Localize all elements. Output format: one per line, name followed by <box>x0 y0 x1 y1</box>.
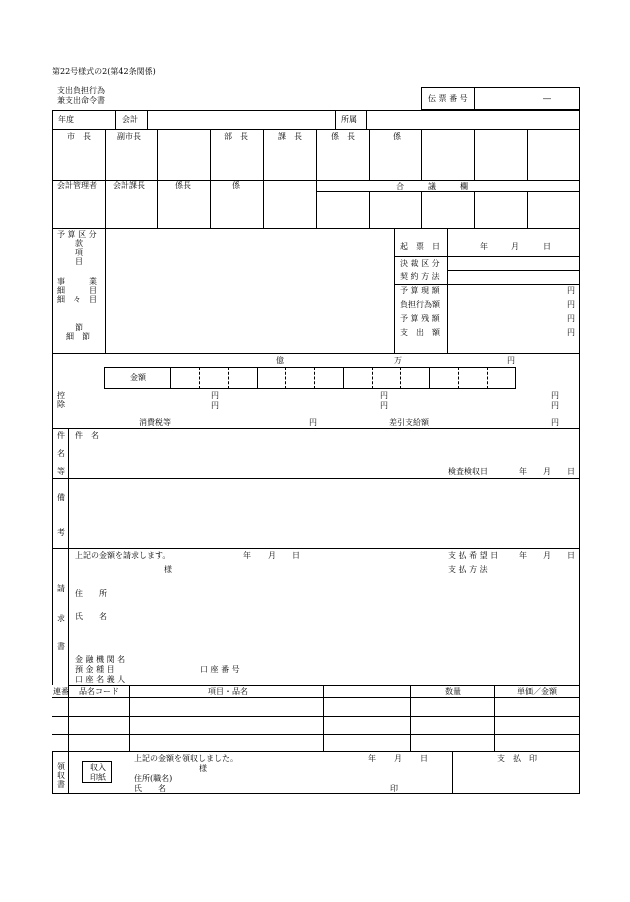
nendo-label: 年度 <box>58 115 74 124</box>
slip-number-value: ― <box>543 94 551 103</box>
gogi-label: 合 議 欄 <box>396 182 468 191</box>
approver-kakaricho2: 係長 <box>175 181 191 190</box>
genkaku-yen: 円 <box>567 286 575 295</box>
seikyu-day: 日 <box>292 551 300 560</box>
approver-kacho: 課 長 <box>278 132 302 141</box>
approver-kaikei-kacho: 会計課長 <box>113 181 145 190</box>
koujo-yen-4: 円 <box>211 401 219 410</box>
koujo-label: 控 除 <box>57 391 65 409</box>
ryoshu-side-2: 収 <box>57 771 65 780</box>
suryo-header: 数量 <box>445 687 461 696</box>
meigi-label: 口 座 名 義 人 <box>75 675 126 684</box>
sashihiki-yen: 円 <box>551 418 559 427</box>
form-number: 第22号様式の2(第42条関係) <box>52 67 156 76</box>
ryoshu-jusho: 住所(職名) <box>134 774 173 783</box>
kihyou-label: 起 票 日 <box>400 242 440 251</box>
ryoshu-in: 印 <box>390 784 398 793</box>
kensa-month: 月 <box>543 467 551 476</box>
kenmei-side-2: 名 <box>57 449 65 458</box>
setsu-label: 節 <box>75 323 83 332</box>
kinyu-label: 金 融 機 関 名 <box>75 655 126 664</box>
title-line1: 支出負担行為 <box>57 86 105 95</box>
moku-label: 目 <box>75 257 83 266</box>
stamp-line1: 収入 <box>90 763 106 772</box>
seikyu-side-3: 書 <box>57 642 65 651</box>
koujo-yen-6: 円 <box>551 401 559 410</box>
shishutsu-label: 支 出 額 <box>400 328 440 337</box>
oku-unit: 億 <box>276 356 284 365</box>
tanka-header: 単価／金額 <box>517 687 557 696</box>
kan-label: 款 <box>75 239 83 248</box>
biko-side-1: 備 <box>57 493 65 502</box>
yen-unit: 円 <box>507 356 515 365</box>
stamp-line2: 印紙 <box>90 773 106 782</box>
kenmei-side-3: 等 <box>57 467 65 476</box>
amount-box <box>104 367 516 389</box>
saisaimoku-label: 細 々 目 <box>57 295 97 304</box>
shiharai-in-label: 支 払 印 <box>497 754 537 763</box>
shumoku-label: 預 金 種 目 <box>75 665 115 674</box>
kibou-day: 日 <box>567 551 575 560</box>
koujo-yen-5: 円 <box>380 401 388 410</box>
koujo-yen-1: 円 <box>211 391 219 400</box>
ryoshu-side-1: 領 <box>57 762 65 771</box>
code-header: 品名コード <box>79 687 119 696</box>
jusho-label: 住 所 <box>75 589 107 598</box>
shohizei-yen: 円 <box>309 418 317 427</box>
approver-kakaricho: 係 長 <box>331 132 355 141</box>
kihyou-year: 年 <box>480 242 488 251</box>
keiyaku-label: 契 約 方 法 <box>400 272 440 281</box>
shimei-label: 氏 名 <box>75 612 107 621</box>
saimoku-label: 細 目 <box>57 286 97 295</box>
hinmei-header: 項目・品名 <box>208 687 248 696</box>
seikyu-sama: 様 <box>164 565 172 574</box>
kensa-label: 検査検収日 <box>448 467 488 476</box>
ryoshu-statement: 上記の金額を領収しました。 <box>134 754 238 763</box>
kibou-year: 年 <box>519 551 527 560</box>
approver-kakari2: 係 <box>232 181 240 190</box>
kingaku-label: 金額 <box>130 373 146 382</box>
seikyu-side-2: 求 <box>57 614 65 623</box>
ryoshu-shimei: 氏 名 <box>134 784 166 793</box>
ryoshu-month: 月 <box>394 754 402 763</box>
kaikei-label: 会計 <box>122 115 138 124</box>
kensa-year: 年 <box>519 467 527 476</box>
futan-label: 負担行為額 <box>400 300 440 309</box>
seikyu-month: 月 <box>268 551 276 560</box>
kihyou-day: 日 <box>543 242 551 251</box>
kihyou-month: 月 <box>511 242 519 251</box>
ryoshu-day: 日 <box>420 754 428 763</box>
koujo-yen-2: 円 <box>380 391 388 400</box>
ryoshu-year: 年 <box>368 754 376 763</box>
kessai-label: 決 裁 区 分 <box>400 259 440 268</box>
sashihiki-label: 差引支給額 <box>389 418 429 427</box>
koujo-yen-3: 円 <box>551 391 559 400</box>
biko-side-2: 考 <box>57 528 65 537</box>
ryoshu-sama: 様 <box>199 764 207 773</box>
zangaku-label: 予 算 残 額 <box>400 314 440 323</box>
kensa-day: 日 <box>567 467 575 476</box>
seikyu-side-1: 請 <box>57 584 65 593</box>
shozoku-label: 所属 <box>341 115 357 124</box>
shishutsu-yen: 円 <box>567 328 575 337</box>
approver-fukushicho: 副市長 <box>117 132 141 141</box>
yosan-kubun-label: 予 算 区 分 <box>57 230 97 239</box>
approver-bucho: 部 長 <box>224 132 248 141</box>
genkaku-label: 予 算 現 額 <box>400 286 440 295</box>
houhou-label: 支 払 方 法 <box>448 565 488 574</box>
approver-kakari: 係 <box>393 132 401 141</box>
jigyou-label: 事 業 <box>57 277 97 286</box>
kou-label: 項 <box>75 248 83 257</box>
kenmei-side-1: 件 <box>57 431 65 440</box>
zangaku-yen: 円 <box>567 314 575 323</box>
seikyu-year: 年 <box>243 551 251 560</box>
shohizei-label: 消費税等 <box>139 418 171 427</box>
kouza-label: 口 座 番 号 <box>200 665 240 674</box>
ryoshu-side-3: 書 <box>57 780 65 789</box>
seikyu-statement: 上記の金額を請求します。 <box>75 551 171 560</box>
saisetsu-label: 細 節 <box>66 332 90 341</box>
futan-yen: 円 <box>567 300 575 309</box>
man-unit: 万 <box>394 356 402 365</box>
kibou-label: 支 払 希 望 日 <box>448 551 499 560</box>
slip-number-label: 伝 票 番 号 <box>428 94 468 103</box>
approver-shicho: 市 長 <box>67 132 91 141</box>
title-line2: 兼支出命令書 <box>57 96 105 105</box>
kenmei-label: 件 名 <box>75 431 99 440</box>
renban-header: 連番 <box>53 687 69 696</box>
kibou-month: 月 <box>543 551 551 560</box>
approver-kaikei-kanrisha: 会計管理者 <box>57 181 97 190</box>
